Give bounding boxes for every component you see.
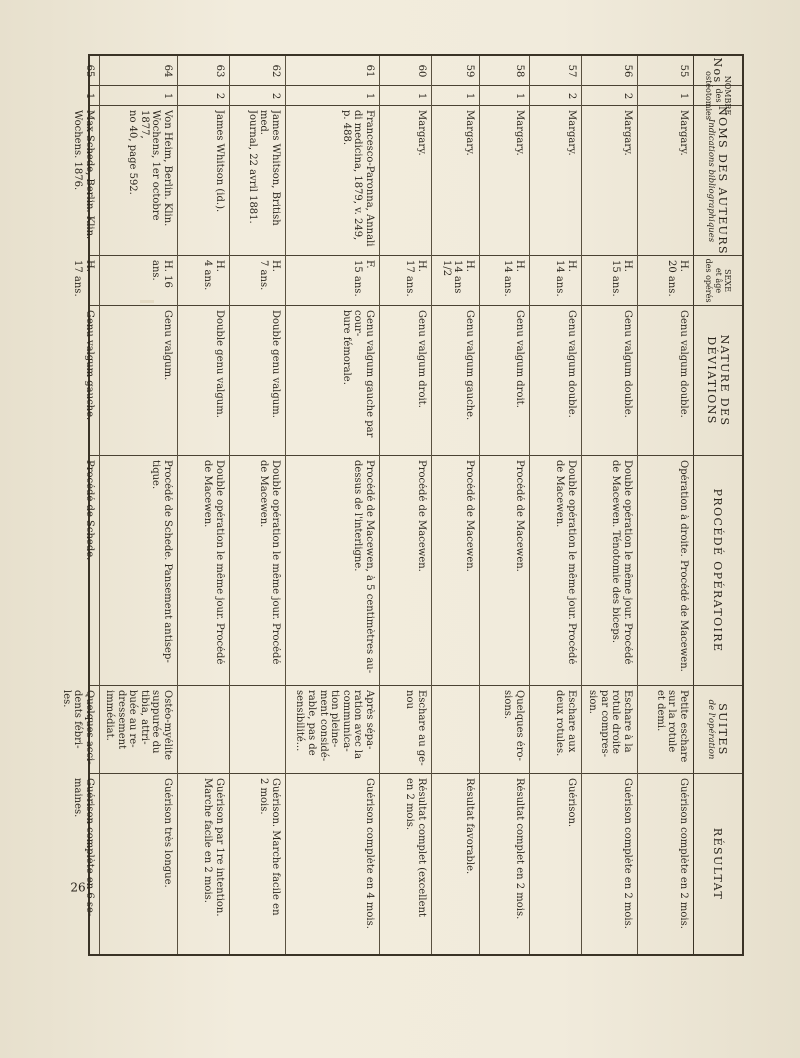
table-cell-nature: Genu valgum droit. (514, 310, 525, 408)
table-cell-sexe: H. 4 ans. (202, 260, 225, 291)
table-cell-sexe: H. 7 ans. (258, 260, 281, 291)
table-cell-no: 57 (566, 64, 577, 78)
table-cell-nature: Genu valgum double. (678, 310, 689, 418)
table-cell-suites: Eschare à la rotule droite par compres- sion. (587, 690, 633, 758)
table-cell-resultat: Guérison très longue. (162, 778, 173, 888)
table-cell-procede: Double opération le même jour. Procédé de Macewen. (202, 460, 225, 665)
row-divider (285, 56, 286, 954)
table-cell-no: 65 (84, 64, 95, 78)
table-cell-sexe: H. 16 ans. (150, 260, 173, 288)
table-cell-suites: Petite eschare sur la rotule et demi. (654, 690, 689, 763)
table-cell-auteur: Margary. (464, 110, 475, 156)
table-cell-sexe: H. 14 ans. (502, 260, 525, 297)
table-cell-auteur: Max Schede, Berlin. Klin. Wochens. 1876. (72, 110, 95, 240)
table-cell-no: 61 (364, 64, 375, 78)
row-divider (177, 56, 178, 954)
table-cell-procede: Procédé de Macewen. (464, 460, 475, 572)
table-cell-nombre: 1 (514, 92, 525, 100)
row-divider (637, 56, 638, 954)
header-label: NOMS DES AUTEURS (716, 106, 730, 255)
table-cell-resultat: Guérison complète en 4 mois. (364, 778, 375, 929)
table-cell-suites: Après sépa- ration avec la communica- tion pleine- ment considé- rable, pas de sensibilité... (294, 690, 375, 762)
table-cell-sexe: H. 17 ans. (404, 260, 427, 297)
table-cell-sexe: H. 17 ans. (72, 260, 95, 297)
header-label: NATURE DES DÉVIATIONS (705, 334, 731, 427)
table-cell-suites: Eschare au ge- nou (404, 690, 427, 766)
header-label: des ostéotomies (704, 71, 723, 120)
row-divider (581, 56, 582, 954)
table-cell-auteur: Francesco-Paronna, Annali di medicina, 1879, v. 249, p. 488. (340, 110, 375, 247)
table-cell-nombre: 2 (270, 92, 281, 100)
table-cell-procede: Opération à droite. Procédé de Macewen. (678, 460, 689, 672)
table-cell-resultat: Guérison par 1re intention. Marche facile en 2 mois. (202, 778, 225, 917)
table-cell-nombre: 1 (678, 92, 689, 100)
table-cell-procede: Double opération le même jour. Procédé de Macewen. (554, 460, 577, 665)
row-divider (229, 56, 230, 954)
header-label: RÉSULTAT (711, 827, 725, 901)
header-suites (693, 686, 742, 773)
table-cell-auteur: Von Heim, Berlin. Klin. Wochens, 1er octobre 1877, no 40, page 592. (127, 110, 173, 227)
table-cell-resultat: Résultat complet (excellent en 2 mois. (404, 778, 427, 917)
table-cell-auteur: James Whitson, British med. Journal, 22 avril 1881. (246, 110, 281, 226)
table-cell-resultat: Guérison. Marche facile en 2 mois. (258, 778, 281, 916)
header-label: Nos (711, 57, 725, 84)
table-cell-nombre: 2 (622, 92, 633, 100)
table-cell-sexe: H. 14 ans. (554, 260, 577, 297)
table-cell-procede: Procédé de Macewen. (416, 460, 427, 572)
header-nombre (693, 71, 742, 120)
table-cell-procede: Double opération le même jour. Procédé de Macewen. Ténotomie des biceps. (610, 460, 633, 665)
table-cell-no: 63 (214, 64, 225, 78)
header-label: NOMBRE (723, 75, 733, 116)
table-cell-procede: Procédé de Schede. Pansement antisep- tique. (150, 460, 173, 663)
table-cell-nombre: 1 (162, 92, 173, 100)
header-auteur (693, 106, 742, 255)
table-cell-nature: Genu valgum double. (566, 310, 577, 418)
table-cell-procede: Procédé de Macewen, à 5 centimètres au- dessus de l'interligne. (352, 460, 375, 674)
table-cell-sexe: H. 15 ans. (610, 260, 633, 297)
table-cell-nombre: 1 (364, 92, 375, 100)
header-nature (693, 306, 742, 455)
table-cell-procede: Double opération le même jour. Procédé de Macewen. (258, 460, 281, 665)
table-cell-no: 64 (162, 64, 173, 78)
table-cell-no: 60 (416, 64, 427, 78)
page-number: 26 (70, 880, 86, 895)
table-cell-nature: Genu valgum double. (622, 310, 633, 418)
table-cell-auteur: Margary. (566, 110, 577, 156)
table-cell-suites (181, 690, 225, 770)
row-divider (379, 56, 380, 954)
header-procede (693, 456, 742, 685)
header-label: PROCÉDÉ OPÉRATOIRE (711, 488, 725, 653)
table-cell-resultat: Guérison complète en 6 se- maines. (72, 778, 95, 917)
table-cell-nombre: 1 (416, 92, 427, 100)
table-cell-nature: Double genu valgum. (270, 310, 281, 418)
table-cell-resultat: Guérison complète en 2 mois. (678, 778, 689, 929)
table-cell-nombre: 1 (84, 92, 95, 100)
table-cell-auteur: Margary. (678, 110, 689, 156)
table-cell-resultat: Résultat favorable. (464, 778, 475, 875)
row-divider (99, 56, 100, 954)
header-label: des opérés (704, 258, 714, 303)
table-cell-resultat: Guérison complète en 2 mois. (622, 778, 633, 929)
table-cell-resultat: Guérison. (566, 778, 577, 828)
table-cell-suites: Ostéo-myélite suppurée du tibia, attri- buée au re- dressement immédiat. (104, 690, 173, 761)
table-cell-resultat: Résultat complet en 2 mois. (514, 778, 525, 920)
table-cell-sexe: H. 14 ans 1/2 (440, 260, 475, 294)
table-cell-procede: Procédé de Schede. (84, 460, 95, 561)
header-sexe (693, 256, 742, 305)
header-label: de l'opération (706, 699, 717, 760)
table-cell-auteur: Margary. (514, 110, 525, 156)
row-divider (431, 56, 432, 954)
header-label: et âge (713, 267, 723, 294)
row-divider (529, 56, 530, 954)
table-cell-nature: Genu valgum gauche. (84, 310, 95, 421)
header-label: SUITES (716, 703, 730, 756)
table-cell-nature: Genu valgum gauche. (464, 310, 475, 421)
header-label: SEXE (723, 269, 733, 292)
table-cell-nombre: 2 (214, 92, 225, 100)
table-cell-sexe: F. 15 ans. (352, 260, 375, 297)
table-cell-suites (435, 690, 475, 770)
table-cell-suites: Eschare aux deux rotules. (554, 690, 577, 757)
table-cell-nature: Genu valgum. (162, 310, 173, 381)
table-cell-no: 55 (678, 64, 689, 78)
table-cell-suites (233, 690, 281, 770)
table-cell-no: 59 (464, 64, 475, 78)
table-cell-nombre: 2 (566, 92, 577, 100)
table-cell-suites: Quelques éro- sions. (502, 690, 525, 761)
table-cell-nature: Double genu valgum. (214, 310, 225, 418)
table-cell-nature: Genu valgum gauche par cour- bure fémorale. (340, 310, 375, 438)
table-cell-procede: Procédé de Macewen. (514, 460, 525, 572)
header-resultat (693, 774, 742, 954)
table-cell-auteur: Margary. (416, 110, 427, 156)
table-cell-no: 58 (514, 64, 525, 78)
table-cell-nombre: 1 (464, 92, 475, 100)
table-cell-sexe: H. 20 ans. (666, 260, 689, 297)
header-label: Indications bibliographiques (706, 118, 717, 243)
table-cell-no: 62 (270, 64, 281, 78)
table-cell-no: 56 (622, 64, 633, 78)
row-divider (479, 56, 480, 954)
table-cell-auteur: Margary. (622, 110, 633, 156)
table-cell-auteur: James Whitson (id.). (214, 110, 225, 213)
table-cell-suites: Quelques acci- dents fébri- les. (60, 690, 95, 765)
table-cell-nature: Genu valgum droit. (416, 310, 427, 408)
